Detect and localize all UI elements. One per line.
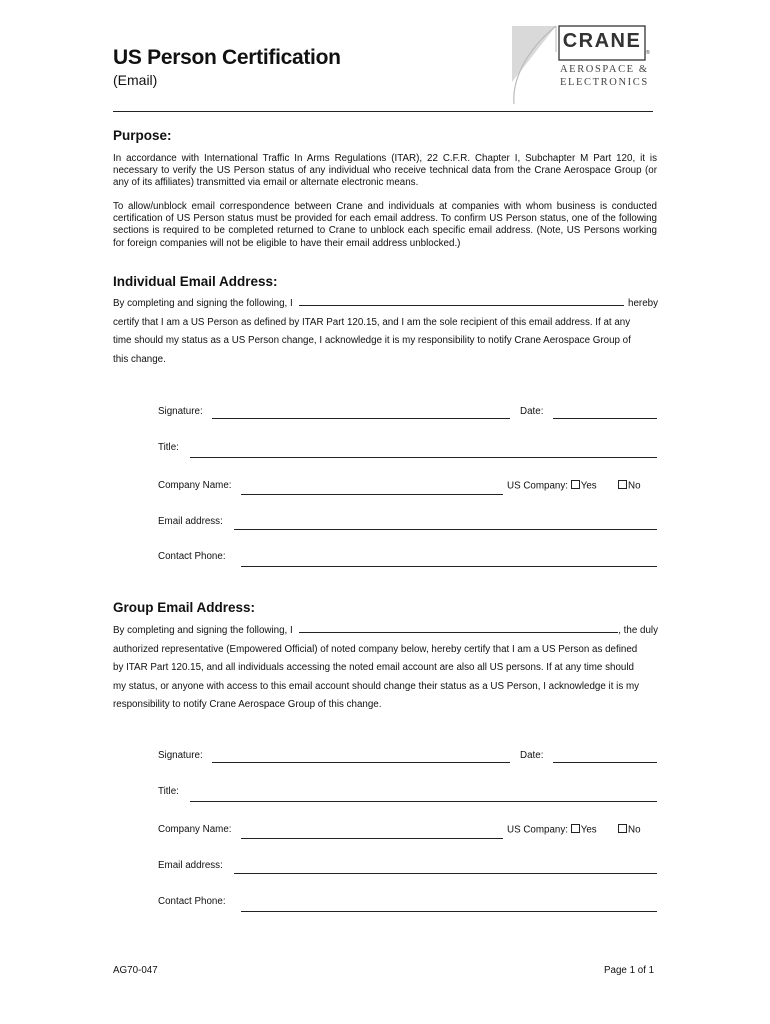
- individual-name-field[interactable]: [299, 295, 624, 306]
- purpose-heading: Purpose:: [113, 128, 172, 143]
- grp-title-label: Title:: [158, 786, 179, 797]
- ind-date-field[interactable]: [553, 418, 657, 419]
- grp-date-label: Date:: [520, 750, 544, 761]
- ind-company-label: Company Name:: [158, 480, 232, 491]
- page-subtitle: (Email): [113, 72, 158, 88]
- page-number: Page 1 of 1: [604, 965, 655, 976]
- header-divider: [113, 111, 653, 112]
- individual-declaration: [113, 295, 658, 369]
- grp-signature-label: Signature:: [158, 750, 203, 761]
- ind-yes-checkbox[interactable]: [571, 480, 580, 489]
- group-line2: authorized representative (Empowered Official) of noted company below, hereby certify that I am a US Person as defined: [113, 643, 638, 655]
- ind-us-company: [507, 480, 597, 492]
- group-line5: responsibility to notify Crane Aerospace Group of this change.: [113, 699, 382, 710]
- crane-logo: [510, 22, 660, 106]
- grp-signature-field[interactable]: [212, 762, 510, 763]
- ind-signature-label: Signature:: [158, 406, 203, 417]
- ind-us-company-label: US Company:: [507, 480, 568, 492]
- ind-no-label: No: [628, 480, 641, 492]
- ind-email-label: Email address:: [158, 516, 223, 527]
- logo-brand: CRANE: [562, 30, 642, 52]
- grp-email-field[interactable]: [234, 873, 657, 874]
- grp-us-company-label: US Company:: [507, 824, 568, 836]
- form-id: AG70-047: [113, 965, 158, 976]
- ind-title-label: Title:: [158, 442, 179, 453]
- ind-phone-label: Contact Phone:: [158, 551, 226, 562]
- grp-us-company: [507, 824, 597, 836]
- group-line3: by ITAR Part 120.15, and all individuals accessing the noted email account are also all US persons. If at any time should: [113, 662, 634, 673]
- grp-no-label: No: [628, 824, 641, 836]
- grp-title-field[interactable]: [190, 801, 657, 802]
- purpose-paragraph-1: In accordance with International Traffic In Arms Regulations (ITAR), 22 C.F.R. Chapter I, Subchapter M Part 120, it is necessary to verify the US Person status of any individual who receive technical data from the Crane Aerospace Group (or any of its affiliates) transmitted via email or alternate electronic means.: [113, 153, 657, 189]
- grp-phone-field[interactable]: [241, 911, 657, 912]
- ind-email-field[interactable]: [234, 529, 657, 530]
- group-line1-post: , the duly: [618, 625, 658, 636]
- ind-date-label: Date:: [520, 406, 544, 417]
- group-heading: Group Email Address:: [113, 600, 256, 615]
- logo-registered: ®: [646, 50, 650, 56]
- ind-no-checkbox[interactable]: [618, 480, 627, 489]
- grp-yes-label: Yes: [580, 824, 597, 836]
- grp-phone-label: Contact Phone:: [158, 896, 226, 907]
- grp-date-field[interactable]: [553, 762, 657, 763]
- grp-no-checkbox[interactable]: [618, 824, 627, 833]
- ind-yes-label: Yes: [580, 480, 597, 492]
- individual-line2: certify that I am a US Person as defined by ITAR Part 120.15, and I am the sole recipient of this email address. If at any: [113, 316, 631, 328]
- ind-no-option: [618, 480, 641, 492]
- page-title: US Person Certification: [113, 46, 341, 69]
- grp-email-label: Email address:: [158, 860, 223, 871]
- grp-company-field[interactable]: [241, 838, 503, 839]
- group-name-field[interactable]: [299, 622, 619, 633]
- group-line4: my status, or anyone with access to this email account should change their status as a US Person, I acknowledge it is my: [113, 680, 640, 692]
- ind-title-field[interactable]: [190, 457, 657, 458]
- ind-signature-field[interactable]: [212, 418, 510, 419]
- individual-line3: time should my status as a US Person change, I acknowledge it is my responsibility to notify Crane Aerospace Group of: [113, 335, 631, 346]
- purpose-paragraph-2: To allow/unblock email correspondence between Crane and individuals at companies with whom business is conducted certification of US Person status must be provided for each email address. To confirm US Person status, one of the following sections is required to be completed returned to Crane to unblock each specific email address. (Note, US Persons working for foreign companies will not be eligible to have their email address unblocked.): [113, 201, 657, 249]
- individual-line4: this change.: [113, 353, 166, 365]
- group-line1-pre: By completing and signing the following, I: [113, 625, 293, 636]
- grp-company-label: Company Name:: [158, 824, 232, 835]
- logo-line2: ELECTRONICS: [560, 77, 649, 88]
- grp-yes-checkbox[interactable]: [571, 824, 580, 833]
- ind-phone-field[interactable]: [241, 566, 657, 567]
- individual-heading: Individual Email Address:: [113, 274, 278, 289]
- individual-line1-pre: By completing and signing the following, I: [113, 298, 293, 309]
- individual-line1-post: hereby: [628, 298, 658, 309]
- logo-line1: AEROSPACE &: [560, 64, 649, 75]
- grp-no-option: [618, 824, 641, 836]
- ind-company-field[interactable]: [241, 494, 503, 495]
- group-declaration: [113, 622, 658, 715]
